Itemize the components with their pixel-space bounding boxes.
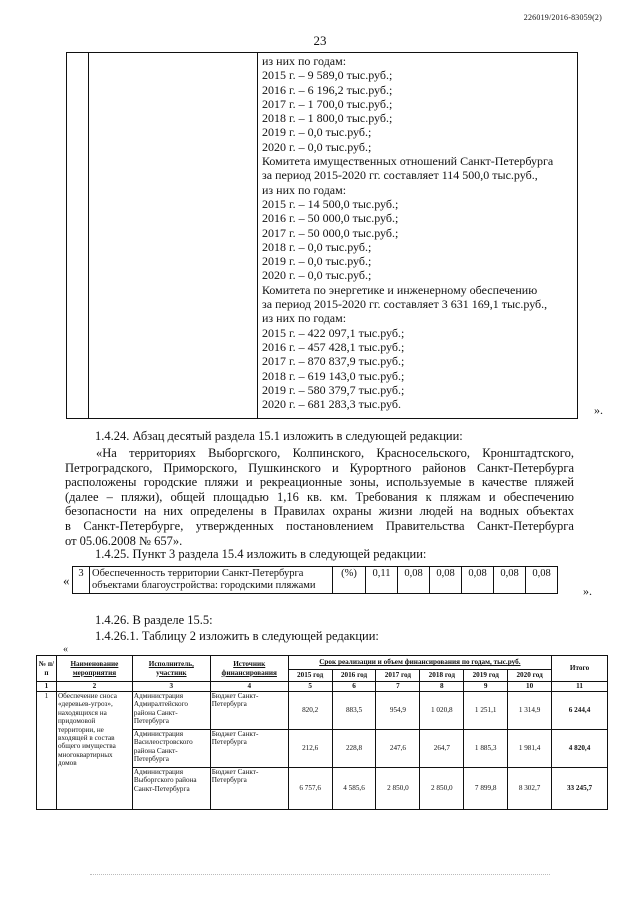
header-name: Наименование мероприятия <box>56 656 132 682</box>
row-num: 1 <box>37 692 57 810</box>
col-number: 2 <box>56 682 132 692</box>
funding-line: 2017 г. – 50 000,0 тыс.руб.; <box>262 225 399 240</box>
header-year: 2015 год <box>288 670 332 682</box>
paragraph-line: расположены городские пляжи и рекреационные зоны, используемые в качестве пляжей <box>65 475 574 490</box>
row-source: Бюджет Санкт-Петербурга <box>210 768 288 810</box>
col-number: 10 <box>508 682 552 692</box>
funding-line: 2015 г. – 422 097,1 тыс.руб.; <box>262 325 405 340</box>
row-value: 2 850,0 <box>376 768 420 810</box>
indicator-row-table <box>72 566 558 594</box>
table-cell-num <box>67 53 89 419</box>
funding-line: 2019 г. – 580 379,7 тыс.руб.; <box>262 382 405 397</box>
row-value: 0,08 <box>398 567 430 594</box>
row-value: 1 981,4 <box>508 730 552 768</box>
funding-line: 2017 г. – 1 700,0 тыс.руб.; <box>262 96 393 111</box>
funding-line: Комитета по энергетике и инженерному обеспечению <box>262 282 538 297</box>
row-name-line: объектами благоустройства: городскими пляжами <box>92 580 316 591</box>
funding-continuation-table <box>66 52 578 419</box>
item-1-4-24-text <box>65 446 574 548</box>
row-value: 247,6 <box>376 730 420 768</box>
header-year: 2018 год <box>420 670 464 682</box>
row-value: 264,7 <box>420 730 464 768</box>
header-year: 2016 год <box>332 670 376 682</box>
row-value: 820,2 <box>288 692 332 730</box>
row-value: 1 885,3 <box>464 730 508 768</box>
funding-line: за период 2015-2020 гг. составляет 3 631 169,1 тыс.руб., <box>262 297 548 312</box>
header-num: № п/п <box>37 656 57 682</box>
row-value: 0,08 <box>430 567 462 594</box>
row-unit: (%) <box>333 567 366 594</box>
item-1-4-26-heading: 1.4.26. В разделе 15.5: <box>95 613 213 627</box>
funding-line: 2018 г. – 619 143,0 тыс.руб.; <box>262 368 405 383</box>
col-number: 5 <box>288 682 332 692</box>
row-indicator-name <box>90 567 333 594</box>
funding-line: 2016 г. – 6 196,2 тыс.руб.; <box>262 82 393 97</box>
row-number: 3 <box>73 567 90 594</box>
paragraph-line: в Санкт-Петербурге, утвержденных постановлением Правительства Санкт-Петербурга <box>65 518 574 533</box>
row-value: 212,6 <box>288 730 332 768</box>
page-number: 23 <box>313 33 327 48</box>
row-value: 0,11 <box>366 567 398 594</box>
row-value: 1 314,9 <box>508 692 552 730</box>
funding-line: 2015 г. – 14 500,0 тыс.руб.; <box>262 196 399 211</box>
row-total: 33 245,7 <box>552 768 608 810</box>
row-total: 6 244,4 <box>552 692 608 730</box>
col-number: 7 <box>376 682 420 692</box>
header-year: 2020 год <box>508 670 552 682</box>
funding-line: 2017 г. – 870 837,9 тыс.руб.; <box>262 354 405 369</box>
table-cell-name <box>89 53 258 419</box>
row-value: 883,5 <box>332 692 376 730</box>
row-executor: Администрация Выборгского района Санкт-Петербурга <box>132 768 210 810</box>
paragraph-line: (далее – пляжи), общей площадью 1,16 кв. км. Требования к пляжам и обеспечению <box>65 489 574 504</box>
paragraph-line: от 05.06.2008 № 657». <box>65 533 183 548</box>
row-total: 4 820,4 <box>552 730 608 768</box>
funding-line: 2018 г. – 0,0 тыс.руб.; <box>262 239 372 254</box>
row-value: 6 757,6 <box>288 768 332 810</box>
funding-line: 2016 г. – 50 000,0 тыс.руб.; <box>262 211 399 226</box>
header-year: 2019 год <box>464 670 508 682</box>
row-source: Бюджет Санкт-Петербурга <box>210 730 288 768</box>
funding-line: 2016 г. – 457 428,1 тыс.руб.; <box>262 339 405 354</box>
funding-line: 2019 г. – 0,0 тыс.руб.; <box>262 125 372 140</box>
paragraph-line: «На территориях Выборгского, Колпинского, Красносельского, Кронштадтского, <box>96 446 574 460</box>
funding-line: за период 2015-2020 гг. составляет 114 500,0 тыс.руб., <box>262 168 538 183</box>
funding-line: Комитета имущественных отношений Санкт-Петербурга <box>262 154 554 169</box>
row-name-line: Обеспеченность территории Санкт-Петербурга <box>92 568 304 579</box>
item-1-4-24-heading: 1.4.24. Абзац десятый раздела 15.1 изложить в следующей редакции: <box>95 429 463 443</box>
row-value: 7 899,8 <box>464 768 508 810</box>
closing-quote: ». <box>594 403 603 417</box>
funding-lines <box>258 53 577 411</box>
item-1-4-26-1-heading: 1.4.26.1. Таблицу 2 изложить в следующей редакции: <box>95 629 379 643</box>
row-executor: Администрация Адмиралтейского района Санкт-Петербурга <box>132 692 210 730</box>
paragraph-line: безопасности на них определены в Правилах охраны жизни людей на водных объектах <box>65 504 574 519</box>
close-quote: ». <box>583 584 592 598</box>
open-quote: « <box>63 573 70 588</box>
col-number: 9 <box>464 682 508 692</box>
row-value: 954,9 <box>376 692 420 730</box>
row-value: 0,08 <box>462 567 494 594</box>
page-bottom-rule <box>90 868 550 875</box>
header-period: Срок реализации и объем финансирования по годам, тыс.руб. <box>288 656 551 670</box>
table2-open-quote: « <box>63 644 68 655</box>
funding-line: из них по годам: <box>262 182 347 197</box>
row-value: 1 251,1 <box>464 692 508 730</box>
row-executor: Администрация Василеостровского района Санкт-Петербурга <box>132 730 210 768</box>
funding-line: 2020 г. – 0,0 тыс.руб.; <box>262 139 372 154</box>
row-value: 228,8 <box>332 730 376 768</box>
col-number: 3 <box>132 682 210 692</box>
funding-line: из них по годам: <box>262 311 347 326</box>
funding-line: 2020 г. – 681 283,3 тыс.руб. <box>262 397 401 412</box>
col-number: 8 <box>420 682 464 692</box>
paragraph-line: Петроградского, Приморского, Пушкинского и Курортного районов Санкт-Петербурга <box>65 460 574 475</box>
funding-line: 2020 г. – 0,0 тыс.руб.; <box>262 268 372 283</box>
header-total: Итого <box>552 656 608 682</box>
row-activity-name: Обеспечение сноса «деревьев-угроз», находящихся на придомовой территории, не входящей в состав общего имущества многоквартирных домов <box>56 692 132 810</box>
header-executor: Исполнитель, участник <box>132 656 210 682</box>
header-source: Источник финансирования <box>210 656 288 682</box>
row-value: 0,08 <box>526 567 558 594</box>
funding-line: 2015 г. – 9 589,0 тыс.руб.; <box>262 68 393 83</box>
col-number: 6 <box>332 682 376 692</box>
table-row <box>37 692 608 730</box>
table-cell-funding <box>258 53 578 419</box>
row-value: 2 850,0 <box>420 768 464 810</box>
row-source: Бюджет Санкт-Петербурга <box>210 692 288 730</box>
funding-line: 2019 г. – 0,0 тыс.руб.; <box>262 254 372 269</box>
funding-line: из них по годам: <box>262 54 347 68</box>
document-number: 226019/2016-83059(2) <box>523 13 602 22</box>
col-number: 11 <box>552 682 608 692</box>
row-value: 8 302,7 <box>508 768 552 810</box>
row-value: 1 020,8 <box>420 692 464 730</box>
row-value: 0,08 <box>494 567 526 594</box>
table-2 <box>36 655 608 810</box>
funding-line: 2018 г. – 1 800,0 тыс.руб.; <box>262 111 393 126</box>
col-number: 4 <box>210 682 288 692</box>
col-number: 1 <box>37 682 57 692</box>
header-year: 2017 год <box>376 670 420 682</box>
item-1-4-25-heading: 1.4.25. Пункт 3 раздела 15.4 изложить в следующей редакции: <box>95 547 427 561</box>
row-value: 4 585,6 <box>332 768 376 810</box>
